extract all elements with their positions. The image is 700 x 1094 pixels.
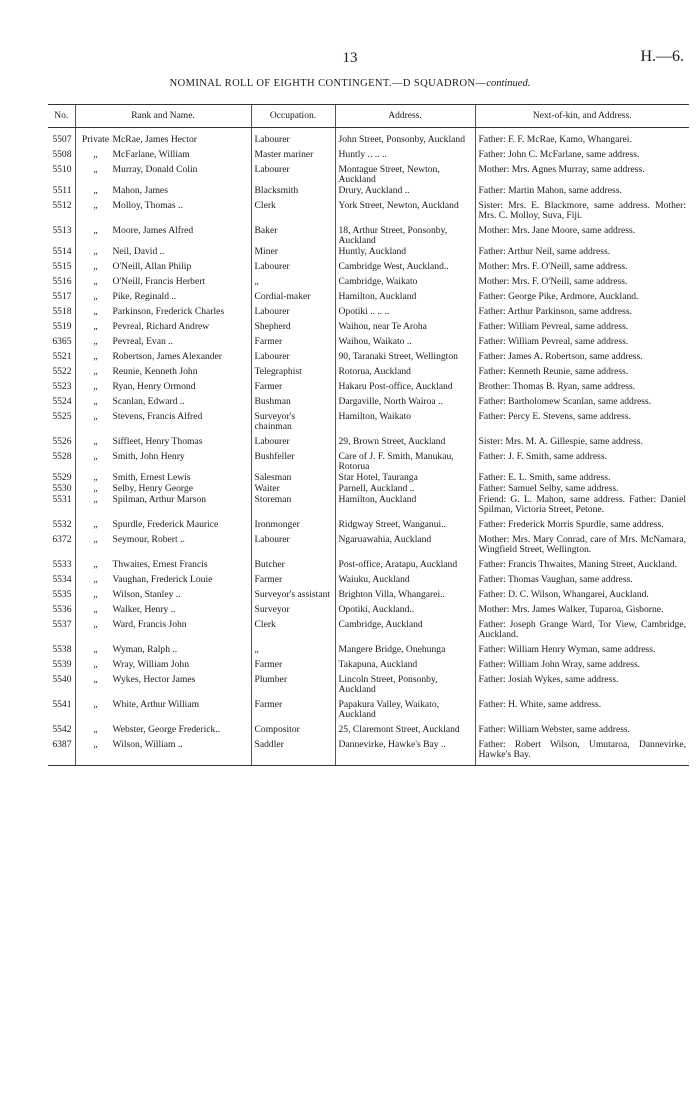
table-row bbox=[48, 397, 689, 412]
table-row bbox=[48, 535, 689, 560]
cell-next-of-kin: Father: William Pevreal, same address. bbox=[475, 337, 689, 352]
table-row bbox=[48, 352, 689, 367]
cell-occupation: Farmer bbox=[251, 337, 335, 352]
cell-rank-name bbox=[75, 620, 251, 645]
cell-no: 6372 bbox=[52, 534, 72, 545]
cell-occupation: Miner bbox=[251, 247, 335, 262]
cell-name: Moore, James Alfred bbox=[112, 225, 194, 236]
cell-next-of-kin: Mother: Mrs. F. O'Neill, same address. bbox=[475, 262, 689, 277]
cell-name: Pevreal, Evan .. bbox=[112, 336, 173, 347]
cell-address: Star Hotel, Tauranga bbox=[335, 473, 475, 484]
cell-no: 5533 bbox=[52, 559, 72, 570]
table-row bbox=[48, 575, 689, 590]
cell-rank: „ bbox=[93, 246, 98, 257]
cell-occupation: Surveyor bbox=[251, 605, 335, 620]
table-row bbox=[48, 620, 689, 645]
table-row bbox=[48, 495, 689, 520]
cell-occupation: Shepherd bbox=[251, 322, 335, 337]
cell-name: Ward, Francis John bbox=[112, 619, 187, 630]
cell-no: 6387 bbox=[48, 740, 75, 766]
table-row bbox=[48, 337, 689, 352]
cell-rank: „ bbox=[93, 724, 98, 735]
cell-address: 18, Arthur Street, Ponsonby, Auckland bbox=[335, 226, 475, 247]
table-row bbox=[48, 605, 689, 620]
cell-name: Walker, Henry .. bbox=[112, 604, 176, 615]
table-row bbox=[48, 277, 689, 292]
cell-rank: „ bbox=[93, 336, 98, 347]
cell-occupation: Ironmonger bbox=[251, 520, 335, 535]
cell-next-of-kin: Mother: Mrs. F. O'Neill, same address. bbox=[475, 277, 689, 292]
table-row bbox=[48, 452, 689, 473]
cell-no: 6365 bbox=[52, 336, 72, 347]
cell-occupation: Surveyor's assistant bbox=[251, 590, 335, 605]
cell-rank-name bbox=[75, 437, 251, 452]
cell-no: 5516 bbox=[52, 276, 72, 287]
table-row bbox=[48, 645, 689, 660]
cell-name: Scanlan, Edward .. bbox=[112, 396, 185, 407]
cell-rank-name bbox=[75, 397, 251, 412]
cell-name: Smith, Ernest Lewis bbox=[112, 472, 191, 483]
cell-address: 29, Brown Street, Auckland bbox=[335, 437, 475, 452]
cell-rank: „ bbox=[93, 589, 98, 600]
cell-name: Vaughan, Frederick Louie bbox=[112, 574, 213, 585]
cell-address: Opotiki, Auckland.. bbox=[335, 605, 475, 620]
cell-next-of-kin: Father: H. White, same address. bbox=[475, 700, 689, 725]
cell-no: 5526 bbox=[52, 436, 72, 447]
cell-name: McFarlane, William bbox=[112, 149, 190, 160]
cell-occupation: Plumber bbox=[251, 675, 335, 700]
cell-address: Takapuna, Auckland bbox=[335, 660, 475, 675]
cell-no: 5539 bbox=[52, 659, 72, 670]
cell-no: 5525 bbox=[52, 411, 72, 422]
cell-rank: „ bbox=[93, 381, 98, 392]
cell-no: 5542 bbox=[52, 724, 72, 735]
cell-occupation: Labourer bbox=[251, 128, 335, 151]
cell-next-of-kin: Mother: Mrs. Mary Conrad, care of Mrs. McNamara, Wingfield Street, Wellington. bbox=[475, 535, 689, 560]
cell-address: Ngaruawahia, Auckland bbox=[335, 535, 475, 560]
cell-occupation: Labourer bbox=[251, 307, 335, 322]
cell-address: John Street, Ponsonby, Auckland bbox=[335, 128, 475, 151]
cell-occupation: Baker bbox=[251, 226, 335, 247]
cell-occupation: Bushfeller bbox=[251, 452, 335, 473]
cell-rank: „ bbox=[93, 200, 98, 211]
cell-occupation: „ bbox=[251, 277, 335, 292]
cell-name: Molloy, Thomas .. bbox=[112, 200, 183, 211]
cell-address: Hakaru Post-office, Auckland bbox=[335, 382, 475, 397]
cell-address: Post-office, Aratapu, Auckland bbox=[335, 560, 475, 575]
table-row bbox=[48, 675, 689, 700]
cell-rank: „ bbox=[93, 411, 98, 422]
cell-name: Thwaites, Ernest Francis bbox=[112, 559, 208, 570]
cell-occupation: Waiter bbox=[251, 484, 335, 495]
cell-occupation: Farmer bbox=[251, 660, 335, 675]
cell-name: Ryan, Henry Ormond bbox=[112, 381, 196, 392]
cell-name: Stevens, Francis Alfred bbox=[112, 411, 203, 422]
cell-rank-name bbox=[75, 725, 251, 740]
cell-occupation: Labourer bbox=[251, 535, 335, 560]
cell-rank-name bbox=[75, 700, 251, 725]
cell-rank-name bbox=[75, 520, 251, 535]
table-header-row bbox=[48, 105, 689, 128]
title-suffix: continued. bbox=[486, 78, 531, 89]
cell-no: 5518 bbox=[52, 306, 72, 317]
cell-rank-name bbox=[75, 352, 251, 367]
cell-occupation: Clerk bbox=[251, 201, 335, 226]
cell-next-of-kin: Father: John C. McFarlane, same address. bbox=[475, 150, 689, 165]
cell-no: 5517 bbox=[52, 291, 72, 302]
cell-next-of-kin: Brother: Thomas B. Ryan, same address. bbox=[475, 382, 689, 397]
cell-rank: „ bbox=[93, 396, 98, 407]
cell-next-of-kin: Father: George Pike, Ardmore, Auckland. bbox=[475, 292, 689, 307]
document-reference: H.—6. bbox=[640, 48, 684, 65]
cell-occupation: Storeman bbox=[251, 495, 335, 520]
cell-rank: „ bbox=[93, 619, 98, 630]
table-body bbox=[48, 128, 689, 766]
cell-next-of-kin: Sister: Mrs. E. Blackmore, same address. Mother: Mrs. C. Molloy, Suva, Fiji. bbox=[475, 201, 689, 226]
cell-address: Brighton Villa, Whangarei.. bbox=[335, 590, 475, 605]
cell-next-of-kin: Father: Thomas Vaughan, same address. bbox=[475, 575, 689, 590]
cell-occupation: Labourer bbox=[251, 165, 335, 186]
cell-rank: „ bbox=[93, 451, 98, 462]
table-row bbox=[48, 590, 689, 605]
cell-next-of-kin: Father: E. L. Smith, same address. bbox=[475, 473, 689, 484]
table-row bbox=[48, 307, 689, 322]
column-header-next-of-kin: Next-of-kin, and Address. bbox=[475, 105, 689, 128]
cell-address: Papakura Valley, Waikato, Auckland bbox=[335, 700, 475, 725]
cell-rank-name bbox=[75, 247, 251, 262]
cell-no: 5535 bbox=[52, 589, 72, 600]
cell-rank-name bbox=[75, 452, 251, 473]
cell-name: White, Arthur William bbox=[112, 699, 200, 710]
cell-occupation: Master mariner bbox=[251, 150, 335, 165]
cell-name: Pevreal, Richard Andrew bbox=[112, 321, 210, 332]
cell-address: Mangere Bridge, Onehunga bbox=[335, 645, 475, 660]
cell-occupation: Farmer bbox=[251, 575, 335, 590]
nominal-roll-table bbox=[48, 104, 689, 766]
cell-rank: „ bbox=[93, 185, 98, 196]
cell-occupation: Salesman bbox=[251, 473, 335, 484]
cell-name: Wilson, William .. bbox=[112, 739, 183, 750]
cell-no: 5507 bbox=[52, 134, 72, 145]
title-text: NOMINAL ROLL OF EIGHTH CONTINGENT.—D SQUADRON— bbox=[169, 78, 487, 89]
cell-address: Dannevirke, Hawke's Bay .. bbox=[335, 740, 475, 766]
cell-occupation: Telegraphist bbox=[251, 367, 335, 382]
cell-occupation: Butcher bbox=[251, 560, 335, 575]
cell-occupation: „ bbox=[251, 645, 335, 660]
cell-occupation: Farmer bbox=[251, 700, 335, 725]
cell-next-of-kin: Father: Arthur Neil, same address. bbox=[475, 247, 689, 262]
table-row bbox=[48, 165, 689, 186]
cell-next-of-kin: Father: F. F. McRae, Kamo, Whangarei. bbox=[475, 128, 689, 151]
table-row bbox=[48, 437, 689, 452]
cell-address: York Street, Newton, Auckland bbox=[335, 201, 475, 226]
cell-name: Parkinson, Frederick Charles bbox=[112, 306, 225, 317]
column-header-occupation: Occupation. bbox=[251, 105, 335, 128]
table-row bbox=[48, 740, 689, 766]
cell-rank-name bbox=[75, 575, 251, 590]
cell-name: Murray, Donald Colin bbox=[112, 164, 198, 175]
cell-rank-name bbox=[75, 277, 251, 292]
cell-address: Cambridge, Waikato bbox=[335, 277, 475, 292]
cell-address: Huntly, Auckland bbox=[335, 247, 475, 262]
cell-rank: „ bbox=[93, 436, 98, 447]
cell-no: 5537 bbox=[52, 619, 72, 630]
cell-rank-name bbox=[75, 560, 251, 575]
table-row bbox=[48, 262, 689, 277]
cell-occupation: Compositor bbox=[251, 725, 335, 740]
cell-rank: „ bbox=[93, 472, 98, 483]
cell-name: Seymour, Robert .. bbox=[112, 534, 185, 545]
cell-next-of-kin: Father: Francis Thwaites, Maning Street, Auckland. bbox=[475, 560, 689, 575]
cell-next-of-kin: Father: D. C. Wilson, Whangarei, Auckland. bbox=[475, 590, 689, 605]
cell-next-of-kin: Mother: Mrs. James Walker, Tuparoa, Gisborne. bbox=[475, 605, 689, 620]
cell-name: Reunie, Kenneth John bbox=[112, 366, 198, 377]
cell-no: 5536 bbox=[52, 604, 72, 615]
cell-next-of-kin: Father: Bartholomew Scanlan, same address. bbox=[475, 397, 689, 412]
cell-name: Smith, John Henry bbox=[112, 451, 185, 462]
cell-rank: „ bbox=[93, 674, 98, 685]
cell-name: Pike, Reginald .. bbox=[112, 291, 177, 302]
cell-occupation: Labourer bbox=[251, 352, 335, 367]
cell-no: 5508 bbox=[52, 149, 72, 160]
cell-rank-name bbox=[75, 660, 251, 675]
cell-rank-name bbox=[75, 590, 251, 605]
page-title bbox=[0, 78, 700, 89]
cell-name: Wyman, Ralph .. bbox=[112, 644, 178, 655]
column-header-address: Address. bbox=[335, 105, 475, 128]
cell-next-of-kin: Mother: Mrs. Agnes Murray, same address. bbox=[475, 165, 689, 186]
table-row bbox=[48, 725, 689, 740]
cell-rank-name bbox=[75, 337, 251, 352]
cell-rank-name bbox=[75, 645, 251, 660]
column-header-no: No. bbox=[48, 105, 75, 128]
table-row bbox=[48, 412, 689, 437]
cell-next-of-kin: Father: Robert Wilson, Umutaroa, Dannevirke, Hawke's Bay. bbox=[475, 740, 689, 766]
cell-rank-name bbox=[75, 605, 251, 620]
cell-occupation: Bushman bbox=[251, 397, 335, 412]
cell-name: Wray, William John bbox=[112, 659, 189, 670]
cell-address: Montague Street, Newton, Auckland bbox=[335, 165, 475, 186]
cell-next-of-kin: Father: William Henry Wyman, same address. bbox=[475, 645, 689, 660]
cell-no: 5541 bbox=[52, 699, 72, 710]
cell-name: O'Neill, Francis Herbert bbox=[112, 276, 206, 287]
cell-rank: „ bbox=[93, 261, 98, 272]
cell-next-of-kin: Father: William Webster, same address. bbox=[475, 725, 689, 740]
cell-next-of-kin: Father: Josiah Wykes, same address. bbox=[475, 675, 689, 700]
cell-name: Mahon, James bbox=[112, 185, 168, 196]
cell-occupation: Clerk bbox=[251, 620, 335, 645]
cell-no: 5510 bbox=[52, 164, 72, 175]
cell-address: Hamilton, Auckland bbox=[335, 292, 475, 307]
cell-address: Hamilton, Auckland bbox=[335, 495, 475, 520]
cell-rank: „ bbox=[93, 276, 98, 287]
cell-rank: „ bbox=[93, 225, 98, 236]
cell-rank-name bbox=[75, 186, 251, 201]
cell-rank-name bbox=[75, 150, 251, 165]
cell-address: Waihou, near Te Aroha bbox=[335, 322, 475, 337]
cell-rank: Private bbox=[81, 134, 110, 145]
cell-rank-name bbox=[75, 165, 251, 186]
page-number: 13 bbox=[342, 50, 358, 66]
cell-rank: „ bbox=[93, 604, 98, 615]
cell-rank: „ bbox=[93, 659, 98, 670]
cell-next-of-kin: Father: Kenneth Reunie, same address. bbox=[475, 367, 689, 382]
cell-rank: „ bbox=[93, 574, 98, 585]
cell-rank-name bbox=[75, 412, 251, 437]
cell-no: 5534 bbox=[52, 574, 72, 585]
cell-next-of-kin: Father: James A. Robertson, same address. bbox=[475, 352, 689, 367]
cell-next-of-kin: Father: Percy E. Stevens, same address. bbox=[475, 412, 689, 437]
cell-address: Ridgway Street, Wanganui.. bbox=[335, 520, 475, 535]
cell-rank: „ bbox=[93, 149, 98, 160]
cell-no: 5524 bbox=[52, 396, 72, 407]
cell-next-of-kin: Father: Frederick Morris Spurdle, same address. bbox=[475, 520, 689, 535]
cell-next-of-kin: Friend: G. L. Mahon, same address. Father: Daniel Spilman, Victoria Street, Petone. bbox=[475, 495, 689, 520]
cell-next-of-kin: Father: Samuel Selby, same address. bbox=[475, 484, 689, 495]
cell-address: Cambridge West, Auckland.. bbox=[335, 262, 475, 277]
cell-next-of-kin: Father: William John Wray, same address. bbox=[475, 660, 689, 675]
table-row bbox=[48, 322, 689, 337]
cell-rank-name bbox=[75, 675, 251, 700]
cell-occupation: Farmer bbox=[251, 382, 335, 397]
cell-occupation: Surveyor's chainman bbox=[251, 412, 335, 437]
cell-occupation: Labourer bbox=[251, 437, 335, 452]
cell-rank: „ bbox=[93, 739, 98, 750]
cell-rank: „ bbox=[93, 483, 98, 494]
cell-address: 25, Claremont Street, Auckland bbox=[335, 725, 475, 740]
cell-rank-name bbox=[75, 740, 251, 766]
cell-no: 5515 bbox=[52, 261, 72, 272]
cell-no: 5530 bbox=[52, 483, 72, 494]
cell-address: Dargaville, North Wairoa .. bbox=[335, 397, 475, 412]
table-row bbox=[48, 367, 689, 382]
column-header-rank-name: Rank and Name. bbox=[75, 105, 251, 128]
cell-occupation: Cordial-maker bbox=[251, 292, 335, 307]
cell-rank: „ bbox=[93, 366, 98, 377]
cell-name: Robertson, James Alexander bbox=[112, 351, 223, 362]
cell-occupation: Saddler bbox=[251, 740, 335, 766]
table-row bbox=[48, 382, 689, 397]
cell-address: Parnell, Auckland .. bbox=[335, 484, 475, 495]
cell-rank: „ bbox=[93, 321, 98, 332]
cell-rank: „ bbox=[93, 519, 98, 530]
cell-address: Huntly .. .. .. bbox=[335, 150, 475, 165]
cell-no: 5521 bbox=[52, 351, 72, 362]
table-row bbox=[48, 292, 689, 307]
cell-name: Neil, David .. bbox=[112, 246, 165, 257]
cell-name: Webster, George Frederick.. bbox=[112, 724, 221, 735]
cell-rank: „ bbox=[93, 291, 98, 302]
cell-rank-name bbox=[75, 495, 251, 520]
cell-rank-name bbox=[75, 262, 251, 277]
cell-name: McRae, James Hector bbox=[112, 134, 197, 145]
cell-address: Waiuku, Auckland bbox=[335, 575, 475, 590]
cell-address: Care of J. F. Smith, Manukau, Rotorua bbox=[335, 452, 475, 473]
cell-no: 5529 bbox=[52, 472, 72, 483]
cell-address: Cambridge, Auckland bbox=[335, 620, 475, 645]
cell-occupation: Blacksmith bbox=[251, 186, 335, 201]
table-row bbox=[48, 700, 689, 725]
cell-rank: „ bbox=[93, 351, 98, 362]
cell-name: O'Neill, Allan Philip bbox=[112, 261, 192, 272]
cell-address: Waihou, Waikato .. bbox=[335, 337, 475, 352]
cell-rank: „ bbox=[93, 699, 98, 710]
cell-no: 5512 bbox=[52, 200, 72, 211]
table-row bbox=[48, 186, 689, 201]
cell-rank: „ bbox=[93, 644, 98, 655]
cell-no: 5522 bbox=[52, 366, 72, 377]
cell-name: Spilman, Arthur Marson bbox=[112, 494, 207, 505]
table-row bbox=[48, 150, 689, 165]
cell-next-of-kin: Father: Joseph Grange Ward, Tor View, Cambridge, Auckland. bbox=[475, 620, 689, 645]
cell-name: Spurdle, Frederick Maurice bbox=[112, 519, 219, 530]
table-row bbox=[48, 128, 689, 151]
cell-next-of-kin: Father: Martin Mahon, same address. bbox=[475, 186, 689, 201]
cell-no: 5511 bbox=[52, 185, 72, 196]
cell-rank: „ bbox=[93, 494, 98, 505]
cell-no: 5531 bbox=[52, 494, 72, 505]
cell-address: Opotiki .. .. .. bbox=[335, 307, 475, 322]
cell-no: 5519 bbox=[52, 321, 72, 332]
cell-occupation: Labourer bbox=[251, 262, 335, 277]
table-row bbox=[48, 247, 689, 262]
cell-next-of-kin: Father: J. F. Smith, same address. bbox=[475, 452, 689, 473]
cell-next-of-kin: Father: William Pevreal, same address. bbox=[475, 322, 689, 337]
cell-no: 5513 bbox=[52, 225, 72, 236]
cell-address: Hamilton, Waikato bbox=[335, 412, 475, 437]
cell-address: 90, Taranaki Street, Wellington bbox=[335, 352, 475, 367]
cell-address: Drury, Auckland .. bbox=[335, 186, 475, 201]
cell-rank: „ bbox=[93, 534, 98, 545]
table-row bbox=[48, 520, 689, 535]
cell-address: Lincoln Street, Ponsonby, Auckland bbox=[335, 675, 475, 700]
cell-rank-name bbox=[75, 201, 251, 226]
cell-rank-name bbox=[75, 292, 251, 307]
table-row bbox=[48, 560, 689, 575]
cell-rank-name bbox=[75, 307, 251, 322]
cell-rank: „ bbox=[93, 306, 98, 317]
cell-name: Siffleet, Henry Thomas bbox=[112, 436, 203, 447]
cell-address: Rotorua, Auckland bbox=[335, 367, 475, 382]
cell-rank: „ bbox=[93, 164, 98, 175]
cell-name: Wilson, Stanley .. bbox=[112, 589, 181, 600]
cell-rank-name bbox=[75, 128, 251, 151]
cell-no: 5540 bbox=[52, 674, 72, 685]
table-row bbox=[48, 226, 689, 247]
cell-rank-name bbox=[75, 322, 251, 337]
cell-no: 5523 bbox=[52, 381, 72, 392]
cell-no: 5532 bbox=[52, 519, 72, 530]
table-row bbox=[48, 201, 689, 226]
cell-no: 5538 bbox=[52, 644, 72, 655]
cell-rank: „ bbox=[93, 559, 98, 570]
cell-no: 5528 bbox=[52, 451, 72, 462]
cell-name: Selby, Henry George bbox=[112, 483, 193, 494]
cell-next-of-kin: Father: Arthur Parkinson, same address. bbox=[475, 307, 689, 322]
cell-rank-name bbox=[75, 382, 251, 397]
cell-rank-name bbox=[75, 226, 251, 247]
cell-next-of-kin: Mother: Mrs. Jane Moore, same address. bbox=[475, 226, 689, 247]
cell-rank-name bbox=[75, 367, 251, 382]
cell-name: Wykes, Hector James bbox=[112, 674, 196, 685]
cell-rank-name bbox=[75, 535, 251, 560]
table-row bbox=[48, 660, 689, 675]
cell-no: 5514 bbox=[52, 246, 72, 257]
cell-next-of-kin: Sister: Mrs. M. A. Gillespie, same address. bbox=[475, 437, 689, 452]
